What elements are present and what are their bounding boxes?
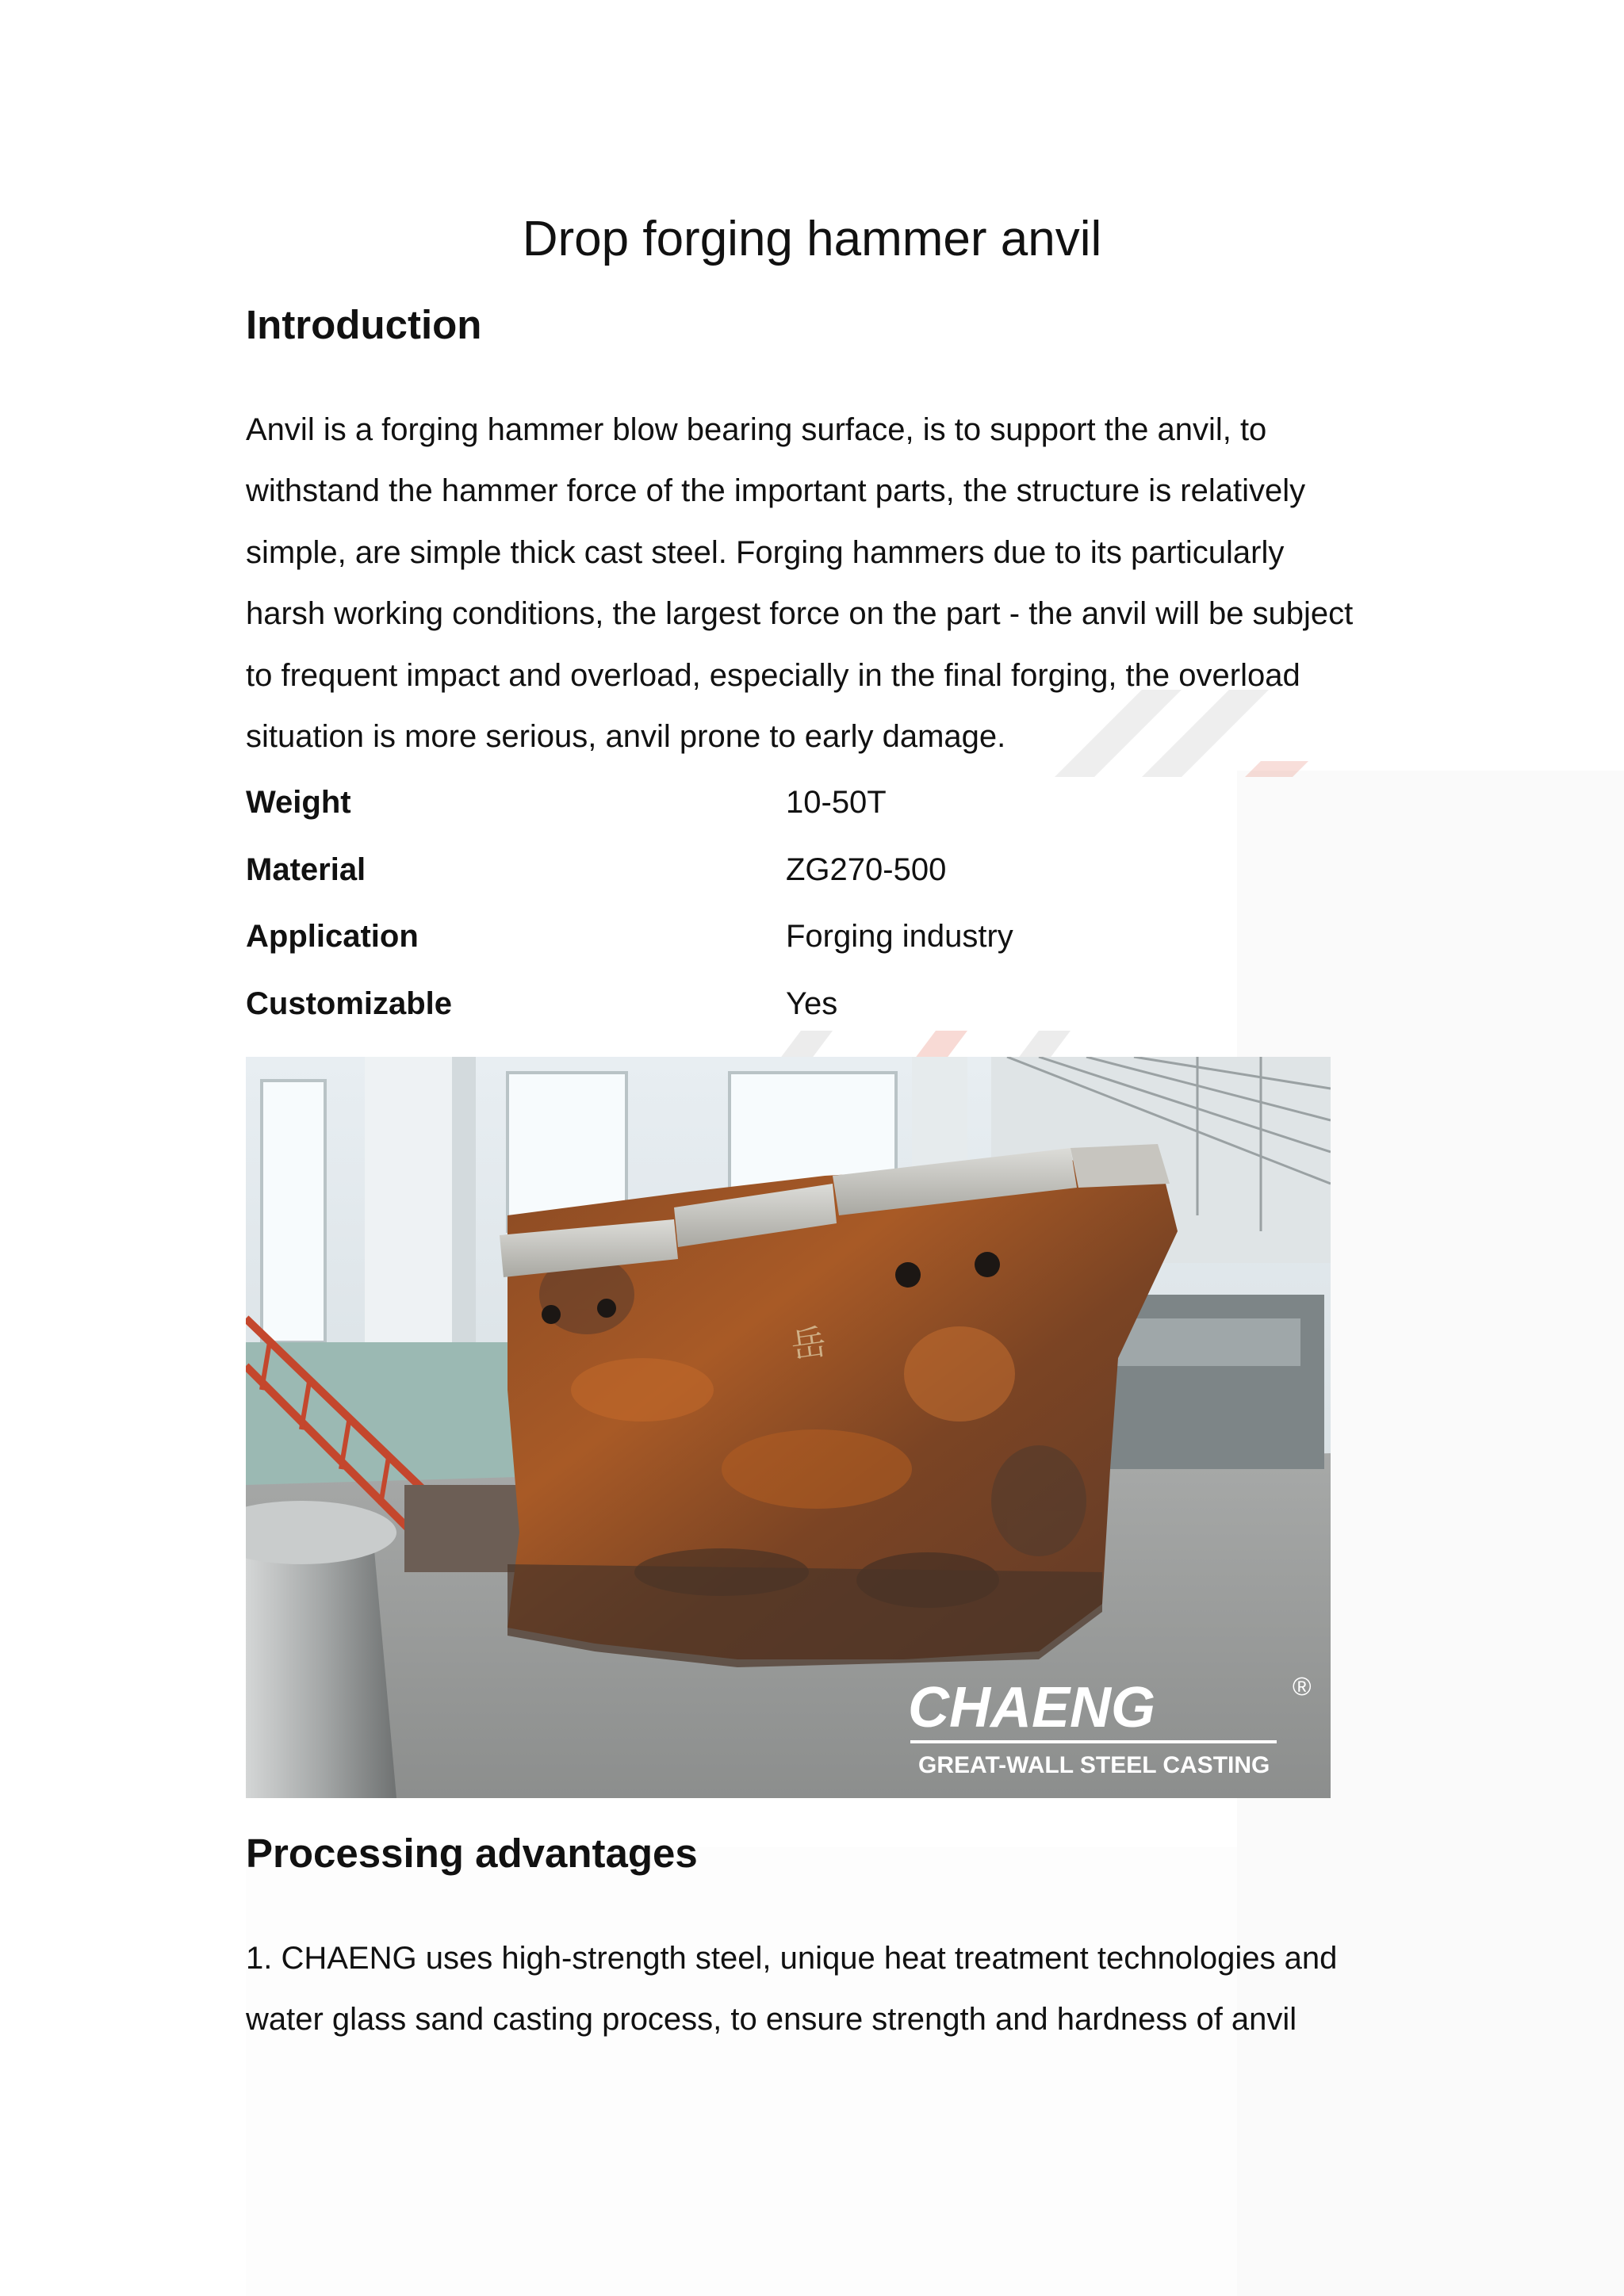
chaeng-logo-text: CHAENG bbox=[908, 1676, 1156, 1739]
anvil-marking: 岳 bbox=[788, 1322, 829, 1367]
spec-value: Yes bbox=[786, 985, 838, 1021]
spec-row-application bbox=[246, 913, 1396, 980]
spec-row-customizable bbox=[246, 980, 1396, 1047]
spec-label: Weight bbox=[246, 785, 351, 820]
spec-label: Application bbox=[246, 919, 419, 954]
spec-label: Material bbox=[246, 851, 366, 887]
introduction-line: harsh working conditions, the largest force on the part - the anvil will be subject bbox=[246, 596, 1354, 632]
registered-mark: ® bbox=[1293, 1672, 1312, 1701]
spec-value: Forging industry bbox=[786, 919, 1013, 954]
logo-underline bbox=[910, 1740, 1277, 1743]
anvil-photo bbox=[246, 1057, 1331, 1798]
introduction-line: Anvil is a forging hammer blow bearing surface, is to support the anvil, to bbox=[246, 412, 1267, 447]
introduction-line: withstand the hammer force of the important parts, the structure is relatively bbox=[246, 473, 1306, 509]
spec-label: Customizable bbox=[246, 985, 453, 1021]
introduction-heading: Introduction bbox=[246, 302, 482, 347]
processing-line: water glass sand casting process, to ensure strength and hardness of anvil bbox=[246, 2002, 1297, 2038]
processing-paragraph bbox=[246, 1928, 1396, 2051]
spec-value: ZG270-500 bbox=[786, 851, 947, 887]
introduction-line: situation is more serious, anvil prone to early damage. bbox=[246, 718, 1006, 754]
processing-line: 1. CHAENG uses high-strength steel, unique heat treatment technologies and bbox=[246, 1941, 1338, 1976]
introduction-line: to frequent impact and overload, especially in the final forging, the overload bbox=[246, 657, 1300, 693]
spec-row-weight bbox=[246, 779, 1396, 846]
introduction-paragraph bbox=[246, 400, 1396, 767]
specs-table bbox=[246, 779, 1396, 1047]
logo-tagline: GREAT-WALL STEEL CASTING bbox=[918, 1752, 1270, 1778]
watermark-background-lower bbox=[246, 1847, 1237, 2296]
introduction-line: simple, are simple thick cast steel. Forging hammers due to its particularly bbox=[246, 534, 1285, 570]
processing-heading: Processing advantages bbox=[246, 1831, 698, 1876]
page-title: Drop forging hammer anvil bbox=[522, 212, 1102, 266]
spec-row-material bbox=[246, 846, 1396, 913]
spec-value: 10-50T bbox=[786, 785, 887, 820]
